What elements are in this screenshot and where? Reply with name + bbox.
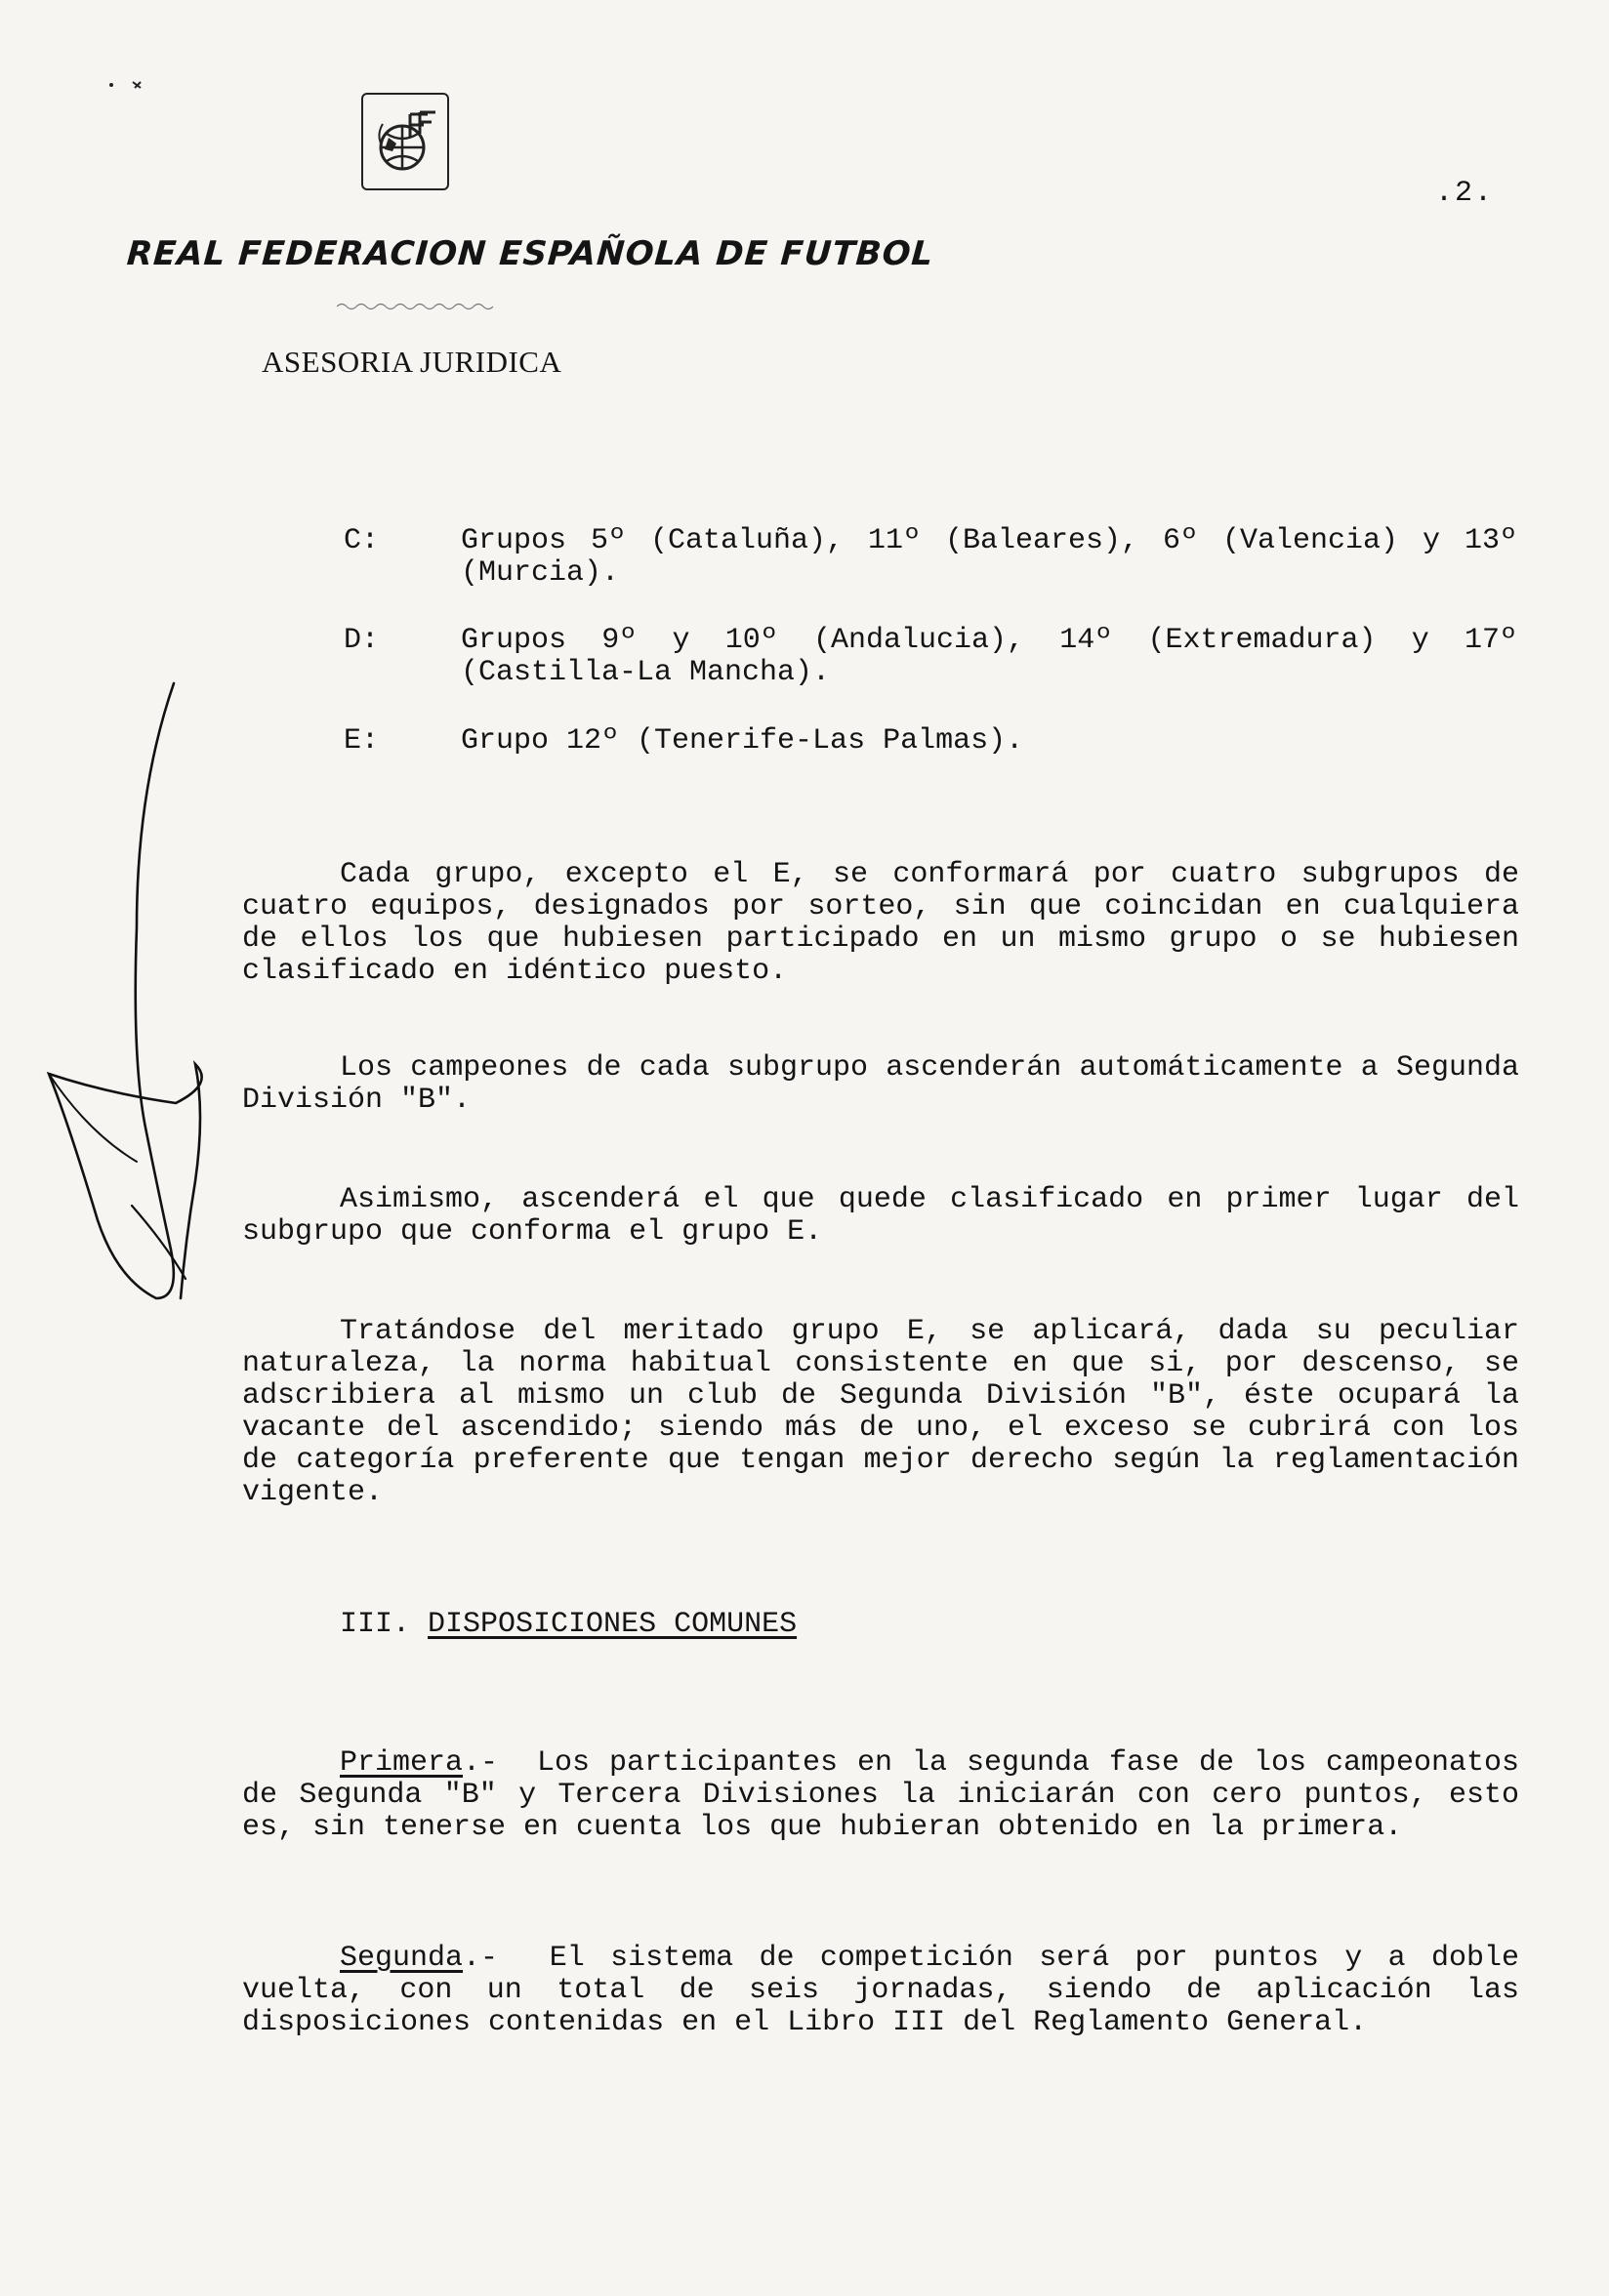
provision-label: Primera (340, 1746, 464, 1780)
section-heading (340, 1609, 797, 1641)
provision-segunda (242, 1943, 1519, 2039)
organization-name: REAL FEDERACION ESPAÑOLA DE FUTBOL (125, 234, 935, 273)
decorative-divider (337, 303, 493, 310)
provision-text: Los participantes en la segunda fase de los campeonatos de Segunda "B" y Tercera Divisiones la iniciarán con cero puntos, esto es, sin tenerse en cuenta los que hubieran obtenido en la primera. (242, 1746, 1519, 1844)
group-letter: C: (344, 524, 380, 557)
paragraph-text: Asimismo, ascenderá el que quede clasificado en primer lugar del subgrupo que conforma el grupo E. (242, 1183, 1519, 1249)
provision-separator: .- (463, 1942, 499, 1975)
provision-primera (242, 1747, 1519, 1844)
department-name: ASESORIA JURIDICA (262, 345, 562, 379)
group-letter: E: (344, 724, 380, 758)
paragraph-champions (242, 1052, 1519, 1117)
provision-separator: .- (463, 1746, 499, 1780)
paragraph-text: Cada grupo, excepto el E, se conformará por cuatro subgrupos de cuatro equipos, designados por sorteo, sin que coincidan en cualquiera de ellos los que hubiesen participado en un mismo grupo o se hubiesen clasificado en idéntico puesto. (242, 858, 1519, 988)
paragraph-subgroups (242, 859, 1519, 988)
paragraph-text: Tratándose del meritado grupo E, se aplicará, dada su peculiar naturaleza, la norma habitual consistente en que si, por descenso, se adscribiera al mismo un club de Segunda División "B", éste ocupará la vacante del ascendido; siendo más de uno, el exceso se cubrirá con los de categoría preferente que tengan mejor derecho según la reglamentación vigente. (242, 1315, 1519, 1509)
paragraph-group-e-promotion (242, 1184, 1519, 1249)
group-text: Grupo 12º (Tenerife-Las Palmas). (461, 724, 1024, 758)
group-letter: D: (344, 624, 380, 657)
handwritten-signature-icon (29, 674, 225, 1318)
provision-text: El sistema de competición será por puntos y a doble vuelta, con un total de seis jornadas, siendo de aplicación las disposiciones contenidas en el Libro III del Reglamento General. (242, 1942, 1519, 2039)
group-text: Grupos 9º y 10º (Andalucia), 14º (Extremadura) y 17º (Castilla-La Mancha). (461, 624, 1517, 689)
provision-label: Segunda (340, 1942, 464, 1975)
rfef-crest-icon (361, 93, 449, 190)
scan-mark (107, 78, 146, 92)
section-title: DISPOSICIONES COMUNES (428, 1608, 798, 1641)
group-text: Grupos 5º (Cataluña), 11º (Baleares), 6º (Valencia) y 13º (Murcia). (461, 524, 1517, 590)
paragraph-group-e-rules (242, 1316, 1519, 1509)
section-number: III. (340, 1608, 411, 1641)
page-number: .2. (1435, 177, 1495, 210)
paragraph-text: Los campeones de cada subgrupo ascenderán automáticamente a Segunda División "B". (242, 1051, 1519, 1117)
